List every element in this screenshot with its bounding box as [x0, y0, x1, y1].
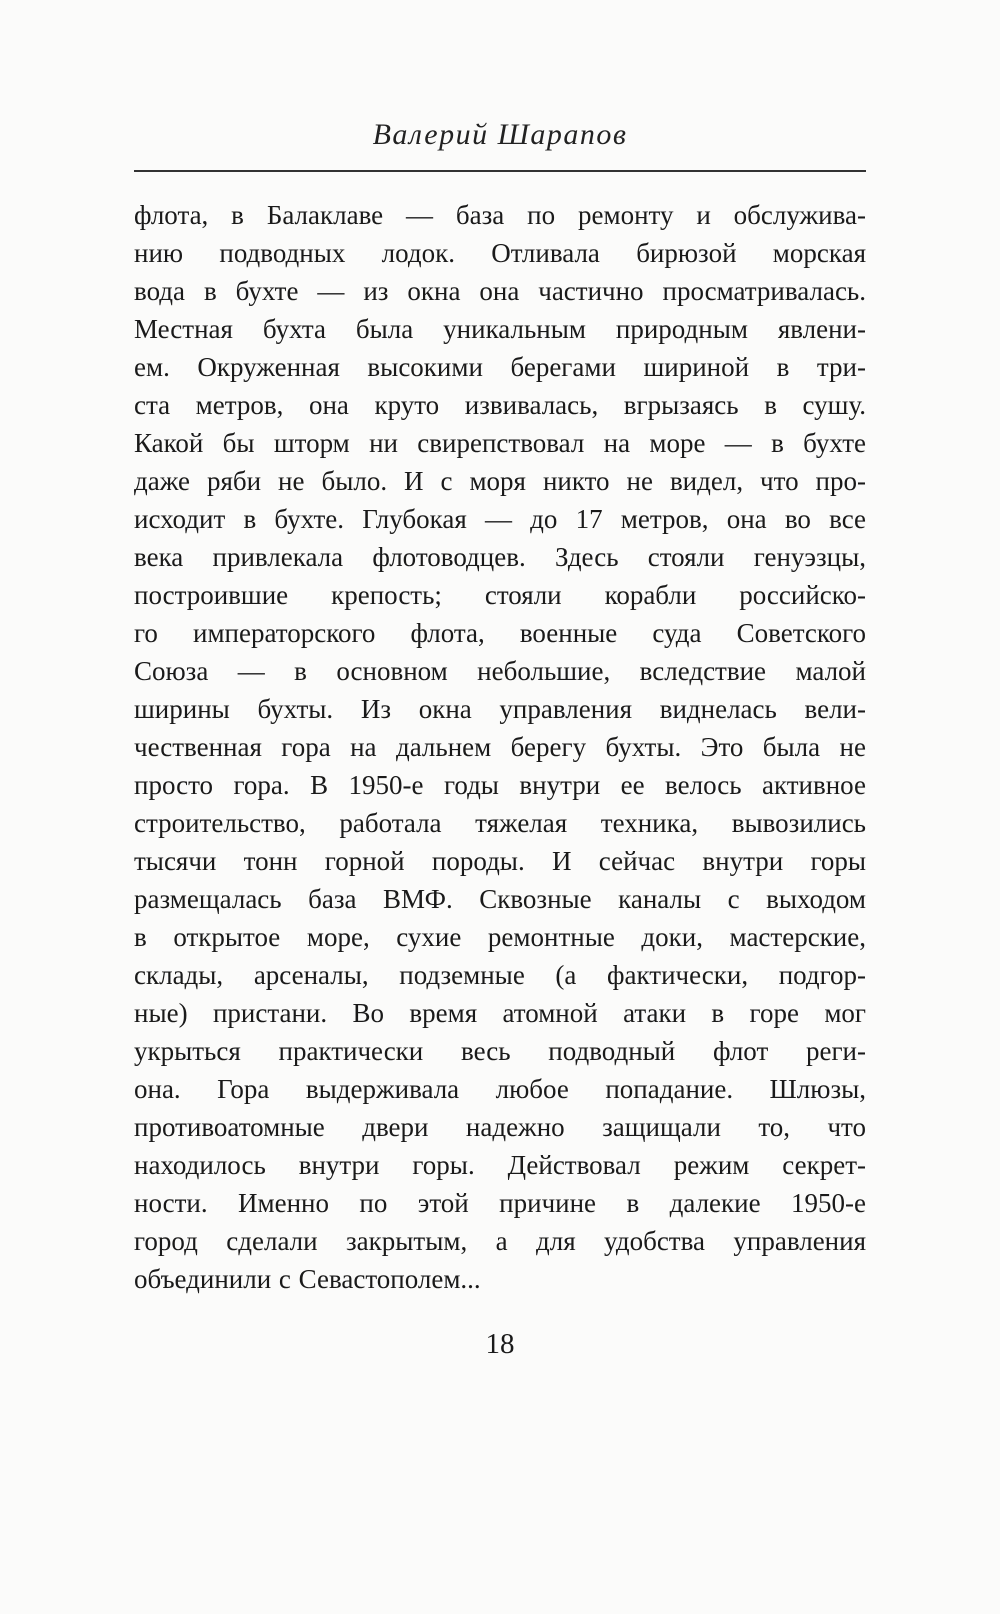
text-line: склады, арсеналы, подземные (а фактически, подгор- [134, 960, 866, 990]
running-header-author: Валерий Шарапов [372, 118, 628, 151]
text-line: ем. Окруженная высокими берегами шириной в три- [134, 352, 866, 382]
text-line: находилось внутри горы. Действовал режим секрет- [134, 1150, 866, 1180]
text-line: Какой бы шторм ни свирепствовал на море — в бухте [134, 428, 866, 458]
text-line: построившие крепость; стояли корабли российско- [134, 580, 866, 610]
text-line: ширины бухты. Из окна управления виднелась вели- [134, 694, 866, 724]
text-line: размещалась база ВМФ. Сквозные каналы с выходом [134, 884, 866, 914]
text-line: укрыться практически весь подводный флот реги- [134, 1036, 866, 1066]
text-line: город сделали закрытым, а для удобства управления [134, 1226, 866, 1256]
text-line: ста метров, она круто извивалась, вгрызаясь в сушу. [134, 390, 866, 420]
text-line: в открытое море, сухие ремонтные доки, мастерские, [134, 922, 866, 952]
text-line: флота, в Балаклаве — база по ремонту и обслужива- [134, 200, 866, 230]
text-line: строительство, работала тяжелая техника, вывозились [134, 808, 866, 838]
text-line: исходит в бухте. Глубокая — до 17 метров, она во все [134, 504, 866, 534]
text-line: Союза — в основном небольшие, вследствие малой [134, 656, 866, 686]
book-page [0, 118, 1000, 1614]
header-rule [134, 170, 866, 172]
text-line: ности. Именно по этой причине в далекие 1950-е [134, 1188, 866, 1218]
text-line: го императорского флота, военные суда Советского [134, 618, 866, 648]
text-line: противоатомные двери надежно защищали то, что [134, 1112, 866, 1142]
body-text [134, 196, 866, 1298]
text-line: вода в бухте — из окна она частично просматривалась. [134, 276, 866, 306]
text-line: нию подводных лодок. Отливала бирюзой морская [134, 238, 866, 268]
text-line: она. Гора выдерживала любое попадание. Шлюзы, [134, 1074, 866, 1104]
text-line: чественная гора на дальнем берегу бухты. Это была не [134, 732, 866, 762]
text-line: Местная бухта была уникальным природным явлени- [134, 314, 866, 344]
text-line: даже ряби не было. И с моря никто не видел, что про- [134, 466, 866, 496]
text-line: века привлекала флотоводцев. Здесь стояли генуэзцы, [134, 542, 866, 572]
page-number: 18 [485, 1328, 515, 1360]
text-line: просто гора. В 1950-е годы внутри ее велось активное [134, 770, 866, 800]
text-line: ные) пристани. Во время атомной атаки в горе мог [134, 998, 866, 1028]
text-line: объединили с Севастополем... [134, 1264, 481, 1294]
text-line: тысячи тонн горной породы. И сейчас внутри горы [134, 846, 866, 876]
